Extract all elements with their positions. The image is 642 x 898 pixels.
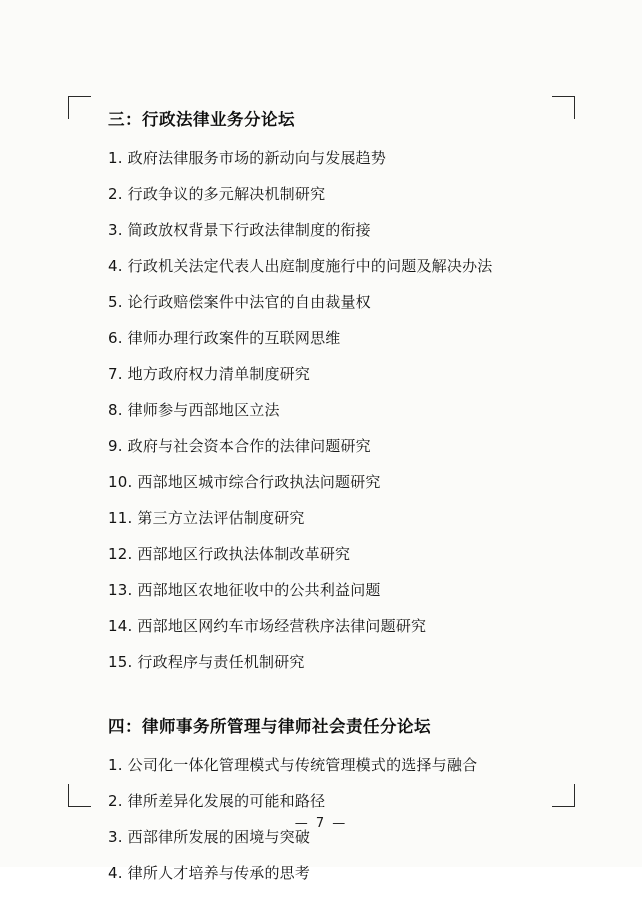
list-item: 12. 西部地区行政执法体制改革研究 (108, 544, 351, 563)
list-item: 3. 简政放权背景下行政法律制度的衔接 (108, 220, 371, 239)
list-item: 15. 行政程序与责任机制研究 (108, 652, 305, 671)
document-content (108, 108, 560, 898)
list-item: 6. 律师办理行政案件的互联网思维 (108, 328, 341, 347)
section-forum-four (108, 715, 560, 884)
crop-mark-bottom-left (68, 784, 91, 807)
list-item: 2. 行政争议的多元解决机制研究 (108, 184, 326, 203)
list-item: 5. 论行政赔偿案件中法官的自由裁量权 (108, 292, 371, 311)
list-item: 7. 地方政府权力清单制度研究 (108, 364, 311, 383)
list-item: 4. 律所人才培养与传承的思考 (108, 863, 311, 882)
crop-mark-top-left (68, 96, 91, 119)
section-forum-three (108, 108, 560, 673)
list-item: 4. 行政机关法定代表人出庭制度施行中的问题及解决办法 (108, 256, 493, 275)
list-item: 1. 公司化一体化管理模式与传统管理模式的选择与融合 (108, 755, 478, 774)
list-item: 1. 政府法律服务市场的新动向与发展趋势 (108, 148, 387, 167)
list-item: 10. 西部地区城市综合行政执法问题研究 (108, 472, 381, 491)
list-item: 14. 西部地区网约车市场经营秩序法律问题研究 (108, 616, 427, 635)
list-item: 9. 政府与社会资本合作的法律问题研究 (108, 436, 371, 455)
list-item: 13. 西部地区农地征收中的公共利益问题 (108, 580, 381, 599)
list-item: 2. 律所差异化发展的可能和路径 (108, 791, 326, 810)
section-heading: 三：行政法律业务分论坛 (108, 110, 295, 129)
list-item: 8. 律师参与西部地区立法 (108, 400, 280, 419)
section-spacer (108, 687, 560, 715)
section-heading: 四：律师事务所管理与律师社会责任分论坛 (108, 716, 431, 736)
list-item: 3. 西部律所发展的困境与突破 (108, 827, 311, 846)
list-item: 11. 第三方立法评估制度研究 (108, 508, 305, 527)
page-number: — 7 — (294, 816, 348, 831)
